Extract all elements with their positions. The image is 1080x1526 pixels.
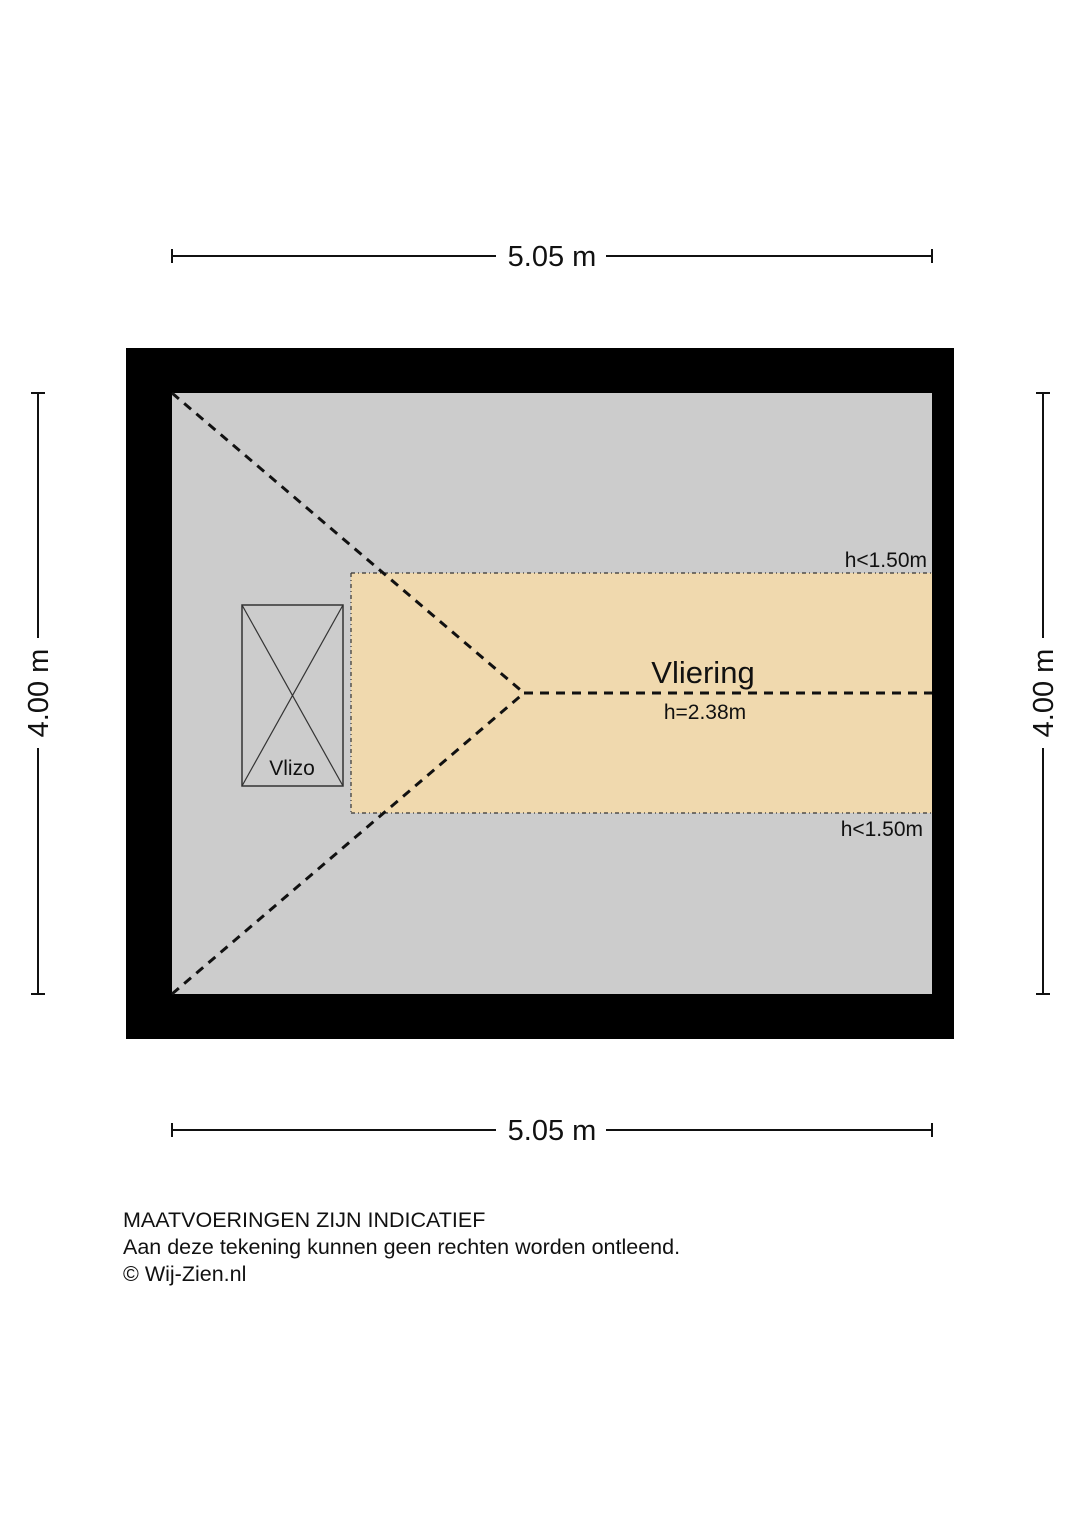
- height-marker-lower: h<1.50m: [840, 818, 923, 841]
- dimension-bottom-label: 5.05 m: [507, 1115, 597, 1147]
- disclaimer-line-1: MAATVOERINGEN ZIJN INDICATIEF: [123, 1208, 486, 1232]
- dimension-left: [23, 393, 55, 994]
- disclaimer: [123, 1207, 680, 1288]
- room-name: Vliering: [651, 655, 755, 690]
- dimension-bottom: [172, 1115, 932, 1147]
- height-marker-upper: h<1.50m: [844, 549, 927, 572]
- copyright: © Wij-Zien.nl: [123, 1262, 247, 1286]
- disclaimer-line-2: Aan deze tekening kunnen geen rechten worden ontleend.: [123, 1235, 681, 1259]
- dimension-right-label: 4.00 m: [1028, 648, 1060, 738]
- dimension-left-label: 4.00 m: [23, 648, 55, 738]
- room-height: h=2.38m: [663, 701, 747, 724]
- hatch-label: Vlizo: [269, 757, 315, 780]
- dimension-right: [1028, 393, 1060, 994]
- dimension-top: [172, 241, 932, 273]
- dimension-top-label: 5.05 m: [507, 241, 597, 273]
